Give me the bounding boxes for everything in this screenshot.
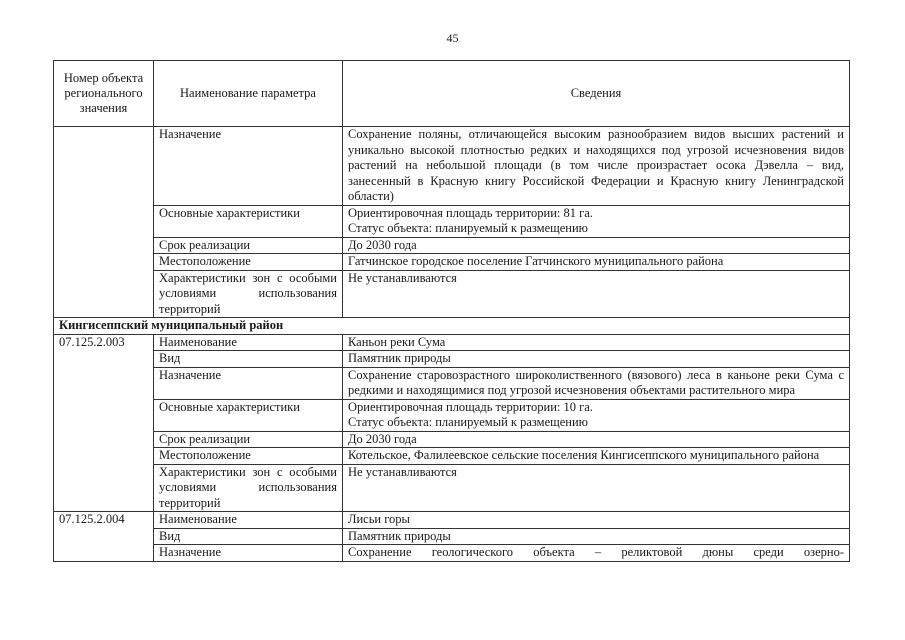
object-number-cell [54, 464, 154, 512]
object-number-cell [54, 205, 154, 237]
value-line: Статус объекта: планируемый к размещению [348, 221, 589, 235]
parameter-cell: Местоположение [154, 254, 343, 271]
parameter-cell: Характеристики зон с особыми условиями использования территорий [154, 464, 343, 512]
table-row [54, 512, 850, 529]
table-row [54, 464, 850, 512]
table-row [54, 399, 850, 431]
parameter-cell: Наименование [154, 334, 343, 351]
object-number-cell [54, 448, 154, 465]
value-cell: Не устанавливаются [343, 270, 850, 318]
table-row [54, 545, 850, 562]
table-row [54, 431, 850, 448]
parameter-cell: Основные характеристики [154, 205, 343, 237]
object-number-cell [54, 351, 154, 368]
value-cell [343, 205, 850, 237]
table-header-row [54, 61, 850, 127]
table-row [54, 351, 850, 368]
value-line: Ориентировочная площадь территории: 81 га. [348, 205, 593, 220]
object-number-cell [54, 127, 154, 206]
value-cell: Памятник природы [343, 351, 850, 368]
value-cell: До 2030 года [343, 237, 850, 254]
header-information: Сведения [343, 61, 850, 127]
value-cell [343, 399, 850, 431]
value-cell: Сохранение поляны, отличающейся высоким разнообразием видов высших растений и уникально высокой плотностью редких и находящихся под угрозой исчезновения видов растений на небольшой площади (в том числе произрастает осока Дэвелла – вид, занесенный в Красную книгу Российской Федерации и Красную книгу Ленинградской области) [343, 127, 850, 206]
table-row [54, 448, 850, 465]
object-number-cell [54, 528, 154, 545]
value-cell: До 2030 года [343, 431, 850, 448]
table-row [54, 205, 850, 237]
header-parameter-name: Наименование параметра [154, 61, 343, 127]
value-cell: Сохранение старовозрастного широколиственного (вязового) леса в каньоне реки Сума с редкими и находящимися под угрозой исчезновения объектами растительного мира [343, 367, 850, 399]
parameter-cell: Вид [154, 351, 343, 368]
value-cell: Не устанавливаются [343, 464, 850, 512]
section-row [54, 318, 850, 335]
parameter-cell: Назначение [154, 367, 343, 399]
object-number-cell [54, 399, 154, 431]
object-number-cell [54, 254, 154, 271]
value-cell: Памятник природы [343, 528, 850, 545]
value-cell: Каньон реки Сума [343, 334, 850, 351]
object-number-cell [54, 367, 154, 399]
object-number-cell [54, 431, 154, 448]
value-line: Ориентировочная площадь территории: 10 га. [348, 399, 593, 414]
value-cell: Лисьи горы [343, 512, 850, 529]
value-cell: Котельское, Фалилеевское сельские поселения Кингисеппского муниципального района [343, 448, 850, 465]
table-row [54, 254, 850, 271]
object-number-cell [54, 237, 154, 254]
object-number-cell: 07.125.2.004 [54, 512, 154, 529]
object-number-cell: 07.125.2.003 [54, 334, 154, 351]
parameter-cell: Срок реализации [154, 237, 343, 254]
parameter-cell: Наименование [154, 512, 343, 529]
regional-objects-table [53, 60, 850, 562]
parameter-cell: Вид [154, 528, 343, 545]
parameter-cell: Местоположение [154, 448, 343, 465]
parameter-cell: Характеристики зон с особыми условиями использования территорий [154, 270, 343, 318]
value-cell: Гатчинское городское поселение Гатчинского муниципального района [343, 254, 850, 271]
parameter-cell: Основные характеристики [154, 399, 343, 431]
parameter-cell: Срок реализации [154, 431, 343, 448]
value-line: Статус объекта: планируемый к размещению [348, 415, 589, 429]
section-title: Кингисеппский муниципальный район [54, 318, 850, 335]
table-row [54, 127, 850, 206]
table-row [54, 237, 850, 254]
value-cell: Сохранение геологического объекта – реликтовой дюны среди озерно- [343, 545, 850, 562]
table-row [54, 367, 850, 399]
object-number-cell [54, 270, 154, 318]
table-row [54, 270, 850, 318]
object-number-cell [54, 545, 154, 562]
table-row [54, 334, 850, 351]
table-row [54, 528, 850, 545]
parameter-cell: Назначение [154, 545, 343, 562]
page-number: 45 [446, 31, 459, 45]
parameter-cell: Назначение [154, 127, 343, 206]
header-object-number: Номер объекта регионального значения [54, 61, 154, 127]
